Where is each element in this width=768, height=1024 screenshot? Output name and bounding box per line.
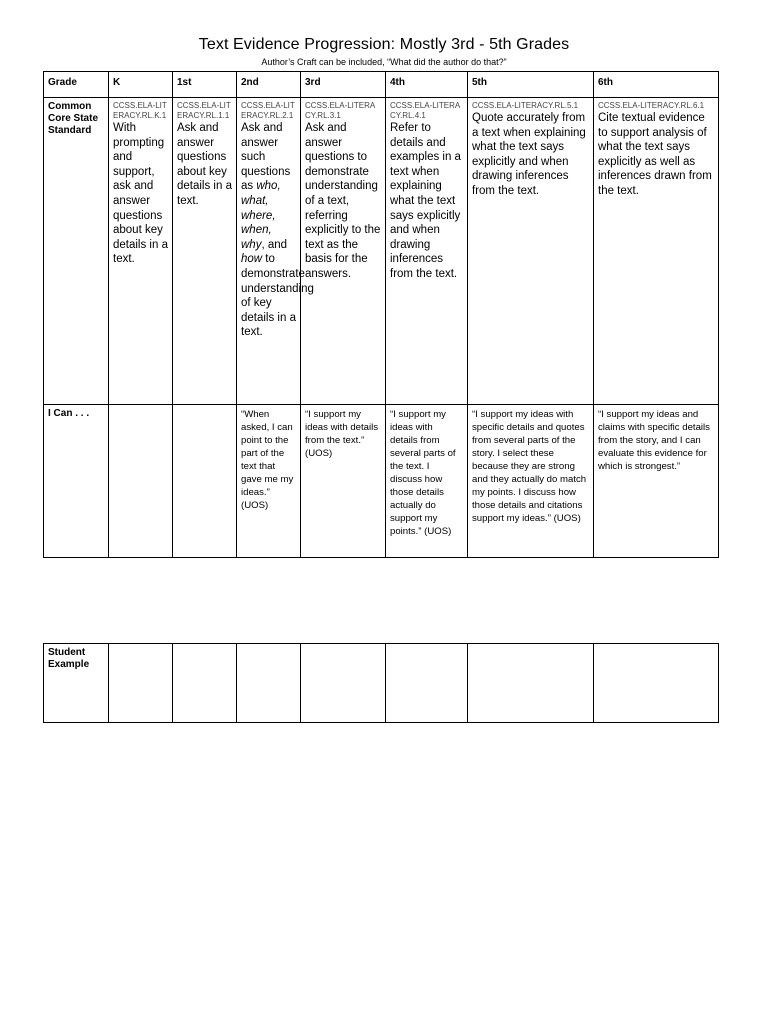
student-example-cell-1st: [173, 644, 237, 723]
i-can-cell-2nd: “When asked, I can point to the part of the text that gave me my ideas.” (UOS): [237, 405, 301, 558]
student-example-cell-2nd: [237, 644, 301, 723]
i-can-cell-5th: “I support my ideas with specific details and quotes from several parts of the story. I select these because they are strong and they actually do match my points. I discuss how those details and citations support my ideas.” (UOS): [468, 405, 594, 558]
standard-row-label: Common Core State Standard: [44, 98, 109, 405]
student-example-cell-6th: [594, 644, 719, 723]
grade-5th-header: 5th: [468, 72, 594, 98]
standard-text-italic: how: [241, 253, 263, 266]
i-can-cell-4th: “I support my ideas with details from several parts of the text. I discuss how those details actually do support my points.” (UOS): [386, 405, 468, 558]
standard-text-italic: who, what, where, when, why: [241, 180, 281, 251]
standard-cell-5th: [468, 98, 594, 405]
grade-k-header: K: [109, 72, 173, 98]
student-example-cell-3rd: [301, 644, 386, 723]
i-can-cell-6th: “I support my ideas and claims with specific details from the story, and I can evaluate this evidence for which is strongest.”: [594, 405, 719, 558]
standard-text: With prompting and support, ask and answer questions about key details in a text.: [113, 122, 168, 266]
standard-cell-k: [109, 98, 173, 405]
grade-3rd-header: 3rd: [301, 72, 386, 98]
page-title: Text Evidence Progression: Mostly 3rd - 5th Grades: [198, 36, 570, 53]
standard-text-part: Ask and answer such questions as: [241, 122, 291, 193]
standard-text: Quote accurately from a text when explaining what the text says explicitly and when drawing inferences from the text.: [472, 112, 586, 197]
standard-text-part: to demonstrate understanding of key details in a text.: [241, 253, 314, 339]
grade-4th-header: 4th: [386, 72, 468, 98]
standard-text: Ask and answer questions to demonstrate understanding of a text, referring explicitly to the text as the basis for the answers.: [305, 122, 381, 280]
standard-text-part: , and: [261, 238, 288, 251]
standard-code: CCSS.ELA-LITERACY.RL.2.1: [241, 101, 295, 120]
standard-text: Refer to details and examples in a text when explaining what the text says explicitly and when drawing inferences from the text.: [390, 122, 461, 280]
standard-cell-3rd: [301, 98, 386, 405]
standard-text: Ask and answer questions about key details in a text.: [177, 122, 232, 207]
i-can-cell-1st: [173, 405, 237, 558]
i-can-cell-k: [109, 405, 173, 558]
student-example-row: [44, 644, 719, 723]
standard-text: Cite textual evidence to support analysis of what the text says explicitly as well as inferences drawn from the text.: [598, 112, 712, 197]
standard-code: CCSS.ELA-LITERACY.RL.5.1: [472, 101, 579, 110]
grade-6th-header: 6th: [594, 72, 719, 98]
standard-cell-2nd: [237, 98, 314, 405]
standard-code: CCSS.ELA-LITERACY.RL.3.1: [305, 101, 376, 120]
student-example-cell-5th: [468, 644, 594, 723]
grade-header-row: [44, 72, 719, 98]
standard-row: [44, 98, 719, 405]
grade-2nd-header: 2nd: [237, 72, 301, 98]
student-example-table: [43, 643, 719, 723]
page-subtitle: Author’s Craft can be included, “What did the author do that?”: [261, 57, 507, 67]
progression-table: [43, 71, 719, 558]
standard-text: [241, 121, 314, 340]
grade-header-label: Grade: [44, 72, 109, 98]
student-example-label: Student Example: [44, 644, 109, 723]
student-example-cell-4th: [386, 644, 468, 723]
standard-code: CCSS.ELA-LITERACY.RL.1.1: [177, 101, 231, 120]
standard-code: CCSS.ELA-LITERACY.RL.6.1: [598, 101, 705, 110]
standard-cell-4th: [386, 98, 468, 405]
standard-code: CCSS.ELA-LITERACY.RL.K.1: [113, 101, 167, 120]
i-can-row: [44, 405, 719, 558]
i-can-cell-3rd: “I support my ideas with details from the text.” (UOS): [301, 405, 386, 558]
standard-code: CCSS.ELA-LITERACY.RL.4.1: [390, 101, 461, 120]
student-example-cell-k: [109, 644, 173, 723]
standard-cell-6th: [594, 98, 719, 405]
i-can-row-label: I Can . . .: [44, 405, 109, 558]
standard-cell-1st: [173, 98, 237, 405]
grade-1st-header: 1st: [173, 72, 237, 98]
